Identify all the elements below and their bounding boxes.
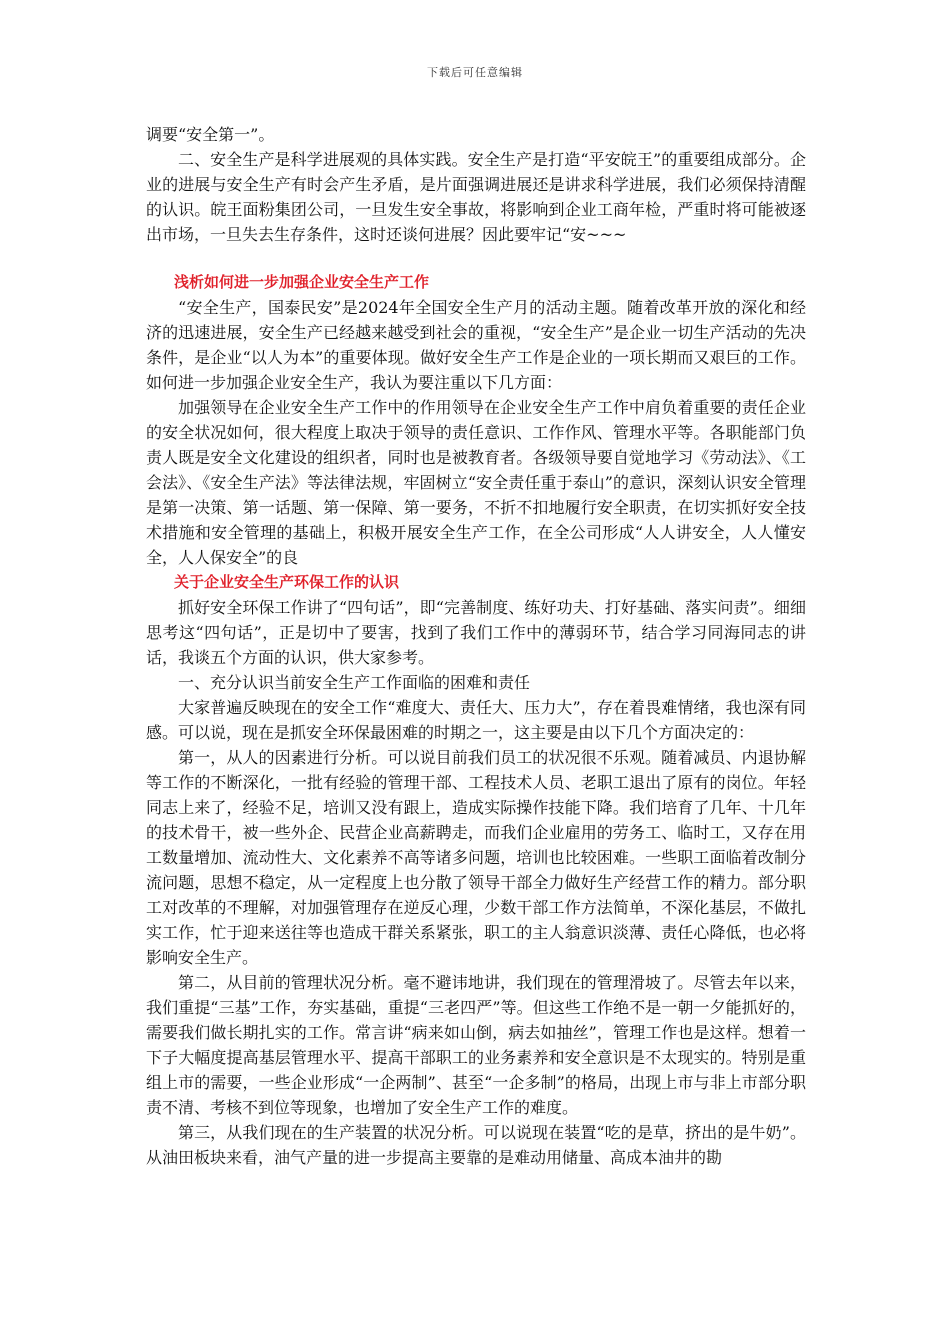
- paragraph: 第二，从目前的管理状况分析。毫不避讳地讲，我们现在的管理滑坡了。尽管去年以来，我们重提“三基”工作，夯实基础，重提“三老四严”等。但这些工作绝不是一朝一夕能抓好的，需要我们做长期扎实的工作。常言讲“病来如山倒，病去如抽丝”，管理工作也是这样。想着一下子大幅度提高基层管理水平、提高干部职工的业务素养和安全意识是不太现实的。特别是重组上市的需要，一些企业形成“一企两制”、甚至“一企多制”的格局，出现上市与非上市部分职责不清、考核不到位等现象，也增加了安全生产工作的难度。: [146, 973, 806, 1117]
- paragraph: 第一，从人的因素进行分析。可以说目前我们员工的状况很不乐观。随着减员、内退协解等工作的不断深化，一批有经验的管理干部、工程技术人员、老职工退出了原有的岗位。年轻同志上来了，经验不足，培训又没有跟上，造成实际操作技能下降。我们培育了几年、十几年的技术骨干，被一些外企、民营企业高薪聘走，而我们企业雇用的劳务工、临时工，又存在用工数量增加、流动性大、文化素养不高等诸多问题，培训也比较困难。一些职工面临着改制分流问题，思想不稳定，从一定程度上也分散了领导干部全力做好生产经营工作的精力。部分职工对改革的不理解，对加强管理存在逆反心理，少数干部工作方法简单，不深化基层，不做扎实工作，忙于迎来送往等也造成干群关系紧张，职工的主人翁意识淡薄、责任心降低，也必将影响安全生产。: [146, 748, 806, 967]
- paragraph: 第三，从我们现在的生产装置的状况分析。可以说现在装置“吃的是草，挤出的是牛奶”。从油田板块来看，油气产量的进一步提高主要靠的是难动用储量、高成本油井的勘: [146, 1123, 806, 1167]
- section-heading: 浅析如何进一步加强企业安全生产工作: [174, 273, 430, 291]
- section-heading: 关于企业安全生产环保工作的认识: [174, 573, 400, 591]
- paragraph: 大家普遍反映现在的安全工作“难度大、责任大、压力大”，存在着畏难情绪，我也深有同感。可以说，现在是抓安全环保最困难的时期之一，这主要是由以下几个方面决定的：: [146, 698, 806, 742]
- document-body: [146, 122, 806, 1170]
- paragraph: 调要“安全第一”。: [146, 125, 275, 144]
- paragraph: 一、充分认识当前安全生产工作面临的困难和责任: [178, 673, 531, 692]
- page-header: 下载后可任意编辑: [427, 66, 523, 79]
- paragraph: 加强领导在企业安全生产工作中的作用领导在企业安全生产工作中肩负着重要的责任企业的安全状况如何，很大程度上取决于领导的责任意识、工作作风、管理水平等。各职能部门负责人既是安全文化建设的组织者，同时也是被教育者。各级领导要自觉地学习《劳动法》、《工会法》、《安全生产法》等法律法规，牢固树立“安全责任重于泰山”的意识，深刻认识安全管理是第一决策、第一话题、第一保障、第一要务，不折不扣地履行安全职责，在切实抓好安全技术措施和安全管理的基础上，积极开展安全生产工作，在全公司形成“人人讲安全，人人懂安全，人人保安全”的良: [146, 398, 806, 567]
- paragraph: 抓好安全环保工作讲了“四句话”，即“完善制度、练好功夫、打好基础、落实问责”。细细思考这“四句话”，正是切中了要害，找到了我们工作中的薄弱环节，结合学习同海同志的讲话，我谈五个方面的认识，供大家参考。: [146, 598, 806, 667]
- paragraph: 二、安全生产是科学进展观的具体实践。安全生产是打造“平安皖王”的重要组成部分。企业的进展与安全生产有时会产生矛盾，是片面强调进展还是讲求科学进展，我们必须保持清醒的认识。皖王面粉集团公司，一旦发生安全事故，将影响到企业工商年检，严重时将可能被逐出市场，一旦失去生存条件，这时还谈何进展？因此要牢记“安~~~: [146, 150, 806, 244]
- paragraph: “安全生产，国泰民安”是2024年全国安全生产月的活动主题。随着改革开放的深化和经济的迅速进展，安全生产已经越来越受到社会的重视，“安全生产”是企业一切生产活动的先决条件，是企业“以人为本”的重要体现。做好安全生产工作是企业的一项长期而又艰巨的工作。如何进一步加强企业安全生产，我认为要注重以下几方面：: [146, 298, 806, 392]
- section-spacer: [146, 247, 806, 270]
